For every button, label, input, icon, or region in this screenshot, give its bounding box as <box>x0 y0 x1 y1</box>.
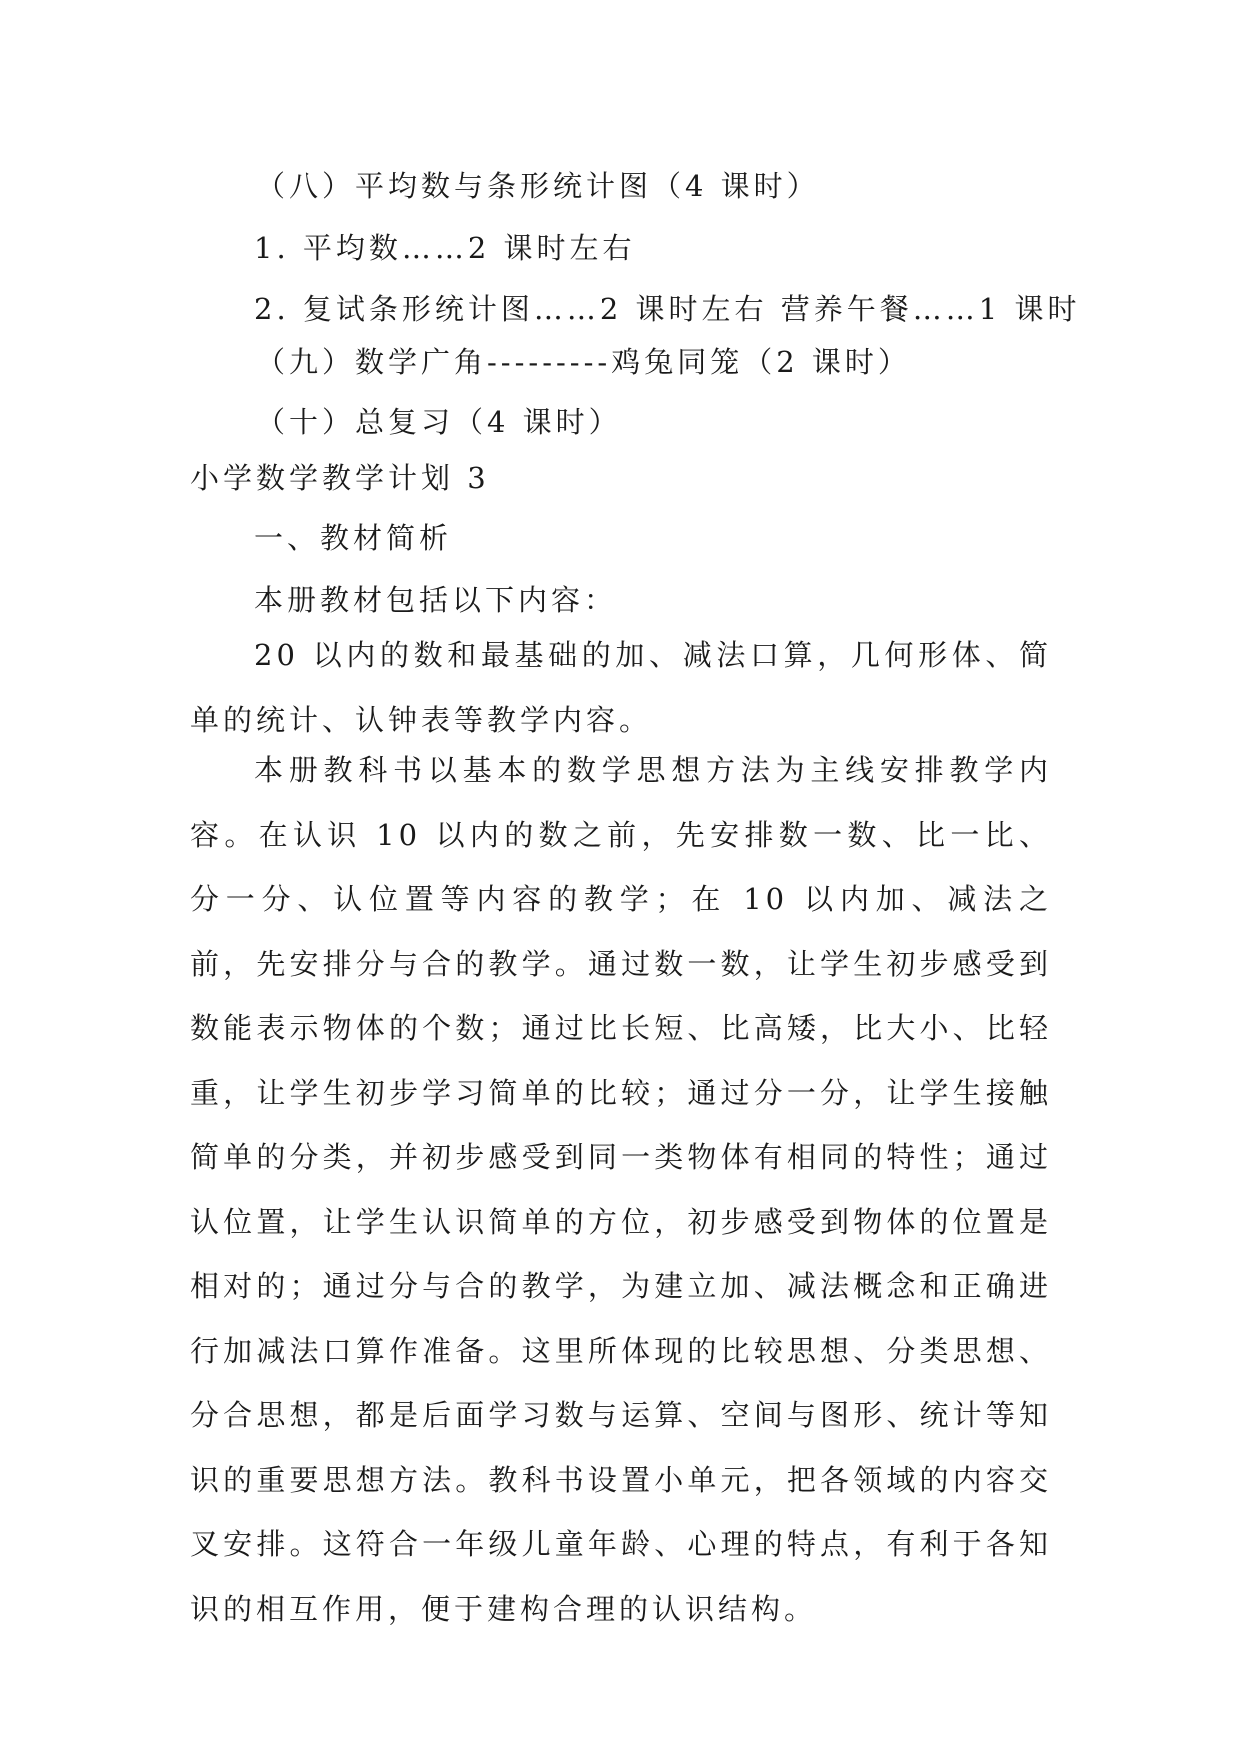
intro-line: 本册教材包括以下内容： <box>254 583 618 617</box>
section-heading-8: （八）平均数与条形统计图（4 课时） <box>256 169 820 203</box>
part-heading: 一、教材简析 <box>254 521 453 555</box>
section-8-item-2: 2. 复试条形统计图……2 课时左右 营养午餐……1 课时 <box>254 292 1081 326</box>
content-paragraph: 20 以内的数和最基础的加、减法口算，几何形体、简单的统计、认钟表等教学内容。 <box>190 638 1052 737</box>
section-heading-10: （十）总复习（4 课时） <box>256 405 622 439</box>
section-8-item-1: 1. 平均数……2 课时左右 <box>254 231 636 265</box>
method-paragraph: 本册教科书以基本的数学思想方法为主线安排教学内容。在认识 10 以内的数之前，先安排数一数、比一比、分一分、认位置等内容的教学；在 10 以内加、减法之前，先安排分与合的教学。通过数一数，让学生初步感受到数能表示物体的个数；通过比长短、比高矮，比大小、比轻重，让学生初步学习简单的比较；通过分一分，让学生接触简单的分类，并初步感受到同一类物体有相同的特性；通过认位置，让学生认识简单的方位，初步感受到物体的位置是相对的；通过分与合的教学，为建立加、减法概念和正确进行加减法口算作准备。这里所体现的比较思想、分类思想、分合思想，都是后面学习数与运算、空间与图形、统计等知识的重要思想方法。教科书设置小单元，把各领域的内容交叉安排。这符合一年级儿童年龄、心理的特点，有利于各知识的相互作用，便于建构合理的认识结构。 <box>190 753 1052 1626</box>
section-heading-9: （九）数学广角---------鸡兔同笼（2 课时） <box>256 345 911 379</box>
plan-title: 小学数学教学计划 3 <box>190 461 490 495</box>
